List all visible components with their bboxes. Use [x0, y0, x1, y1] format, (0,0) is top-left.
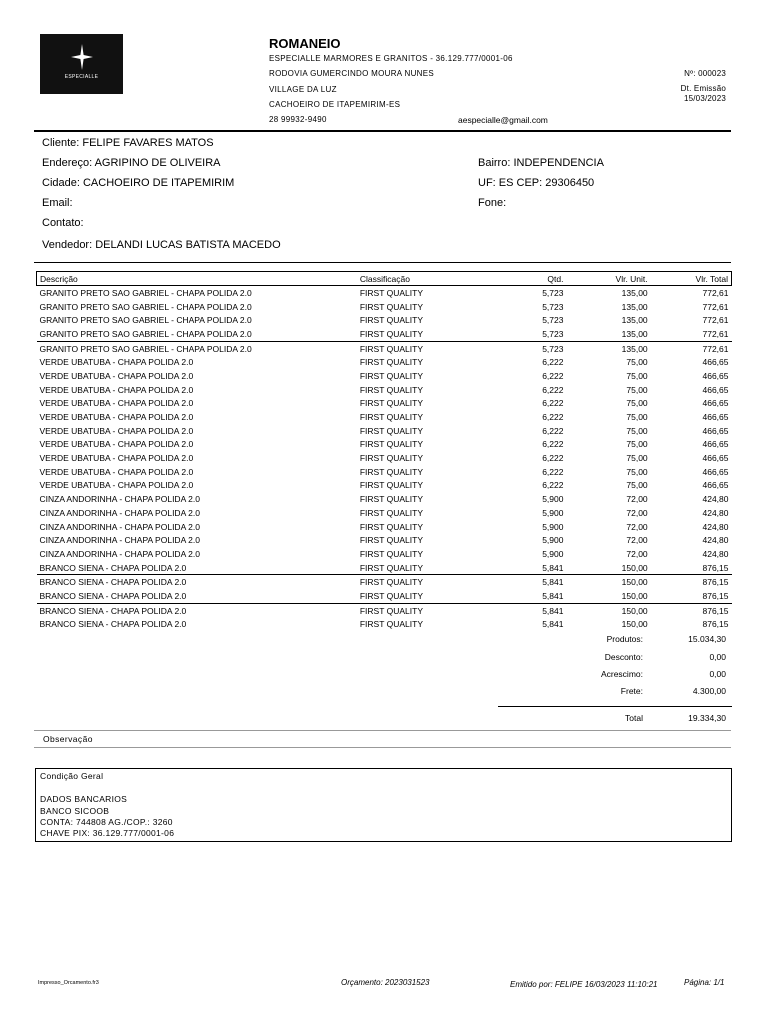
cell-classificacao: FIRST QUALITY: [357, 589, 490, 603]
cell-vlr-total: 424,80: [702, 521, 729, 532]
cell-vlr-unit: 75,00: [626, 370, 648, 381]
client-divider: [34, 262, 731, 263]
cell-classificacao: FIRST QUALITY: [357, 327, 490, 341]
cell-classificacao: FIRST QUALITY: [359, 398, 423, 409]
cell-vlr-unit: 150,00: [566, 561, 650, 575]
table-row: [37, 424, 732, 438]
cell-vlr-unit: 135,00: [621, 343, 648, 354]
condicao-line-4: CHAVE PIX: 36.129.777/0001-06: [40, 828, 175, 838]
cell-qtd: 5,841: [542, 605, 564, 616]
client-name: Cliente: FELIPE FAVARES MATOS: [42, 137, 214, 149]
cell-classificacao: FIRST QUALITY: [359, 425, 423, 436]
cell-descricao: VERDE UBATUBA - CHAPA POLIDA 2.0: [39, 357, 194, 368]
cell-vlr-unit: 135,00: [621, 301, 648, 312]
table-row: [37, 492, 732, 506]
table-row: [37, 410, 732, 424]
cell-qtd: 5,723: [542, 315, 564, 326]
cell-descricao: VERDE UBATUBA - CHAPA POLIDA 2.0: [39, 466, 194, 477]
totals-divider: [498, 706, 732, 707]
table-row: [37, 341, 732, 355]
cell-qtd: 6,222: [542, 480, 564, 491]
cell-qtd: 6,222: [542, 453, 564, 464]
table-row: [37, 561, 732, 575]
cell-vlr-unit: 135,00: [621, 287, 648, 298]
client-contact: Contato:: [42, 217, 84, 229]
client-uf-cep: UF: ES CEP: 29306450: [478, 177, 595, 189]
header-descricao: Descrição: [37, 272, 357, 286]
report-file: Impresso_Orcamento.fr3: [38, 980, 99, 986]
cell-qtd: 6,222: [542, 466, 564, 477]
cell-descricao: GRANITO PRETO SAO GABRIEL - CHAPA POLIDA 2.0: [39, 301, 252, 312]
cell-vlr-total: 466,65: [702, 439, 729, 450]
cell-vlr-unit: 72,00: [626, 507, 648, 518]
cell-descricao: GRANITO PRETO SAO GABRIEL - CHAPA POLIDA 2.0: [39, 315, 252, 326]
cell-descricao: BRANCO SIENA - CHAPA POLIDA 2.0: [39, 619, 187, 630]
cell-qtd: 5,900: [542, 494, 564, 505]
table-row: [37, 506, 732, 520]
document-number: Nº: 000023: [684, 69, 726, 78]
cell-vlr-total: 772,61: [651, 327, 732, 341]
cell-vlr-unit: 150,00: [621, 577, 648, 588]
client-email: Email:: [42, 197, 73, 209]
table-header-row: [37, 272, 732, 286]
cell-qtd: 5,900: [542, 521, 564, 532]
cell-vlr-total: 466,65: [702, 480, 729, 491]
cell-descricao: BRANCO SIENA - CHAPA POLIDA 2.0: [37, 561, 357, 575]
observacao-label: Observação: [43, 734, 93, 744]
table-row: [37, 618, 732, 632]
cell-qtd: 5,900: [542, 507, 564, 518]
cell-descricao: CINZA ANDORINHA - CHAPA POLIDA 2.0: [39, 548, 200, 559]
cell-classificacao: FIRST QUALITY: [359, 480, 423, 491]
cell-vlr-total: 466,65: [702, 453, 729, 464]
cell-vlr-unit: 75,00: [626, 439, 648, 450]
header-vlr-unit: Vlr. Unit.: [566, 272, 650, 286]
cell-descricao: BRANCO SIENA - CHAPA POLIDA 2.0: [39, 605, 187, 616]
cell-vlr-unit: 150,00: [566, 589, 650, 603]
cell-classificacao: FIRST QUALITY: [359, 412, 423, 423]
cell-qtd: 5,723: [542, 287, 564, 298]
cell-descricao: CINZA ANDORINHA - CHAPA POLIDA 2.0: [39, 507, 200, 518]
company-email: aespecialle@gmail.com: [458, 115, 548, 125]
table-row: [37, 547, 732, 561]
table-row: [37, 520, 732, 534]
company-district: VILLAGE DA LUZ: [269, 85, 337, 94]
cell-descricao: VERDE UBATUBA - CHAPA POLIDA 2.0: [39, 370, 194, 381]
cell-classificacao: FIRST QUALITY: [359, 521, 423, 532]
table-row: [37, 465, 732, 479]
condicao-geral-box: [35, 768, 732, 842]
cell-classificacao: FIRST QUALITY: [359, 439, 423, 450]
cell-vlr-unit: 75,00: [626, 480, 648, 491]
cell-vlr-unit: 72,00: [626, 521, 648, 532]
table-row: [37, 327, 732, 341]
cell-vlr-total: 876,15: [702, 577, 729, 588]
cell-qtd: 5,841: [490, 561, 566, 575]
table-row: [37, 589, 732, 603]
client-seller: Vendedor: DELANDI LUCAS BATISTA MACEDO: [42, 239, 281, 251]
cell-vlr-total: 424,80: [702, 494, 729, 505]
cell-descricao: VERDE UBATUBA - CHAPA POLIDA 2.0: [39, 480, 194, 491]
cell-vlr-total: 466,65: [702, 466, 729, 477]
cell-qtd: 5,841: [490, 589, 566, 603]
cell-vlr-total: 466,65: [702, 398, 729, 409]
header-classificacao: Classificação: [357, 272, 490, 286]
cell-vlr-total: 424,80: [702, 507, 729, 518]
observacao-divider: [34, 747, 731, 748]
table-row: [37, 479, 732, 493]
cell-qtd: 6,222: [542, 384, 564, 395]
page-number: Página: 1/1: [684, 978, 725, 987]
cell-qtd: 6,222: [542, 370, 564, 381]
document-title: ROMANEIO: [269, 36, 341, 51]
cell-descricao: VERDE UBATUBA - CHAPA POLIDA 2.0: [39, 425, 194, 436]
cell-classificacao: FIRST QUALITY: [359, 494, 423, 505]
cell-descricao: GRANITO PRETO SAO GABRIEL - CHAPA POLIDA 2.0: [39, 287, 252, 298]
cell-vlr-unit: 75,00: [626, 412, 648, 423]
cell-classificacao: FIRST QUALITY: [359, 357, 423, 368]
cell-qtd: 5,723: [542, 343, 564, 354]
condicao-line-2: BANCO SICOOB: [40, 806, 110, 816]
cell-qtd: 5,900: [542, 535, 564, 546]
items-table: [36, 271, 732, 631]
cell-qtd: 6,222: [542, 425, 564, 436]
table-row: [37, 355, 732, 369]
items-body: [37, 286, 732, 632]
cell-classificacao: FIRST QUALITY: [357, 561, 490, 575]
cell-descricao: VERDE UBATUBA - CHAPA POLIDA 2.0: [39, 398, 194, 409]
client-district: Bairro: INDEPENDENCIA: [478, 157, 604, 169]
cell-vlr-total: 424,80: [702, 535, 729, 546]
cell-descricao: CINZA ANDORINHA - CHAPA POLIDA 2.0: [39, 521, 200, 532]
company-street: RODOVIA GUMERCINDO MOURA NUNES: [269, 69, 435, 78]
condicao-line-1: DADOS BANCARIOS: [40, 794, 128, 804]
emitido-por: Emitido por: FELIPE 16/03/2023 11:10:21: [510, 980, 658, 989]
cell-qtd: 6,222: [542, 357, 564, 368]
cell-classificacao: FIRST QUALITY: [359, 535, 423, 546]
condicao-line-3: CONTA: 744808 AG./COP.: 3260: [40, 817, 173, 827]
company-name: ESPECIALLE MARMORES E GRANITOS - 36.129.777/0001-06: [269, 54, 513, 63]
cell-vlr-total: 772,61: [702, 343, 729, 354]
frete-value: 4.300,00: [692, 686, 726, 696]
condicao-title: Condição Geral: [40, 771, 104, 781]
star-icon: [71, 44, 93, 70]
cell-classificacao: FIRST QUALITY: [359, 301, 423, 312]
cell-qtd: 6,222: [542, 398, 564, 409]
cell-descricao: VERDE UBATUBA - CHAPA POLIDA 2.0: [39, 384, 194, 395]
frete-label: Frete:: [620, 686, 643, 696]
cell-descricao: BRANCO SIENA - CHAPA POLIDA 2.0: [39, 577, 187, 588]
cell-vlr-total: 466,65: [702, 384, 729, 395]
header-qtd: Qtd.: [490, 272, 566, 286]
client-address: Endereço: AGRIPINO DE OLIVEIRA: [42, 157, 221, 169]
table-row: [37, 383, 732, 397]
logo-brand: ESPECIALLE: [64, 74, 99, 80]
cell-qtd: 5,841: [542, 619, 564, 630]
cell-classificacao: FIRST QUALITY: [359, 343, 423, 354]
table-row: [37, 533, 732, 547]
cell-classificacao: FIRST QUALITY: [359, 619, 423, 630]
cell-vlr-total: 876,15: [651, 589, 732, 603]
client-city: Cidade: CACHOEIRO DE ITAPEMIRIM: [42, 177, 235, 189]
cell-classificacao: FIRST QUALITY: [359, 548, 423, 559]
cell-qtd: 5,841: [542, 577, 564, 588]
table-row: [37, 369, 732, 383]
cell-vlr-unit: 75,00: [626, 425, 648, 436]
client-phone: Fone:: [478, 197, 507, 209]
total-label: Total: [625, 713, 643, 723]
header-vlr-total: Vlr. Total: [651, 272, 732, 286]
table-row: [37, 575, 732, 589]
issue-date: 15/03/2023: [683, 94, 726, 103]
cell-descricao: VERDE UBATUBA - CHAPA POLIDA 2.0: [39, 412, 194, 423]
table-row: [37, 286, 732, 300]
desconto-label: Desconto:: [604, 652, 643, 662]
table-row: [37, 300, 732, 314]
cell-qtd: 6,222: [542, 412, 564, 423]
issue-label: Dt. Emissão: [680, 84, 726, 93]
cell-vlr-unit: 72,00: [626, 535, 648, 546]
desconto-value: 0,00: [709, 652, 726, 662]
cell-qtd: 5,723: [542, 301, 564, 312]
table-row: [37, 451, 732, 465]
cell-vlr-total: 772,61: [702, 315, 729, 326]
cell-vlr-unit: 75,00: [626, 357, 648, 368]
cell-classificacao: FIRST QUALITY: [359, 315, 423, 326]
company-phone: 28 99932-9490: [269, 115, 327, 124]
cell-vlr-total: 772,61: [702, 287, 729, 298]
produtos-label: Produtos:: [606, 634, 643, 644]
cell-classificacao: FIRST QUALITY: [359, 287, 423, 298]
cell-vlr-total: 424,80: [702, 548, 729, 559]
cell-vlr-total: 876,15: [702, 619, 729, 630]
cell-vlr-unit: 75,00: [626, 466, 648, 477]
total-value: 19.334,30: [688, 713, 726, 723]
cell-vlr-unit: 75,00: [626, 398, 648, 409]
cell-vlr-total: 876,15: [702, 605, 729, 616]
cell-classificacao: FIRST QUALITY: [359, 577, 423, 588]
cell-vlr-unit: 75,00: [626, 453, 648, 464]
cell-classificacao: FIRST QUALITY: [359, 370, 423, 381]
cell-vlr-total: 466,65: [702, 357, 729, 368]
acrescimo-label: Acrescimo:: [600, 669, 643, 679]
cell-vlr-total: 466,65: [702, 370, 729, 381]
cell-qtd: 6,222: [542, 439, 564, 450]
table-row: [37, 313, 732, 327]
cell-classificacao: FIRST QUALITY: [359, 507, 423, 518]
company-city: CACHOEIRO DE ITAPEMIRIM-ES: [269, 100, 401, 109]
cell-vlr-total: 466,65: [702, 425, 729, 436]
table-row: [37, 438, 732, 452]
cell-vlr-unit: 75,00: [626, 384, 648, 395]
cell-vlr-unit: 72,00: [626, 548, 648, 559]
cell-vlr-unit: 150,00: [621, 605, 648, 616]
cell-descricao: BRANCO SIENA - CHAPA POLIDA 2.0: [37, 589, 357, 603]
totals-bottom-divider: [34, 730, 731, 731]
cell-vlr-unit: 72,00: [626, 494, 648, 505]
table-row: [37, 397, 732, 411]
orcamento-number: Orçamento: 2023031523: [341, 978, 430, 987]
cell-vlr-total: 466,65: [702, 412, 729, 423]
cell-qtd: 5,900: [542, 548, 564, 559]
cell-classificacao: FIRST QUALITY: [359, 466, 423, 477]
cell-descricao: GRANITO PRETO SAO GABRIEL - CHAPA POLIDA 2.0: [39, 343, 252, 354]
cell-vlr-unit: 135,00: [621, 315, 648, 326]
produtos-value: 15.034,30: [688, 634, 726, 644]
table-row: [37, 603, 732, 617]
cell-vlr-total: 876,15: [651, 561, 732, 575]
cell-vlr-unit: 150,00: [621, 619, 648, 630]
cell-classificacao: FIRST QUALITY: [359, 605, 423, 616]
company-logo: [40, 34, 123, 94]
cell-classificacao: FIRST QUALITY: [359, 384, 423, 395]
cell-descricao: VERDE UBATUBA - CHAPA POLIDA 2.0: [39, 453, 194, 464]
cell-classificacao: FIRST QUALITY: [359, 453, 423, 464]
cell-vlr-unit: 135,00: [566, 327, 650, 341]
header-divider: [34, 130, 731, 132]
cell-vlr-total: 772,61: [702, 301, 729, 312]
cell-qtd: 5,723: [490, 327, 566, 341]
cell-descricao: GRANITO PRETO SAO GABRIEL - CHAPA POLIDA 2.0: [37, 327, 357, 341]
cell-descricao: CINZA ANDORINHA - CHAPA POLIDA 2.0: [39, 535, 200, 546]
cell-descricao: VERDE UBATUBA - CHAPA POLIDA 2.0: [39, 439, 194, 450]
cell-descricao: CINZA ANDORINHA - CHAPA POLIDA 2.0: [39, 494, 200, 505]
acrescimo-value: 0,00: [709, 669, 726, 679]
